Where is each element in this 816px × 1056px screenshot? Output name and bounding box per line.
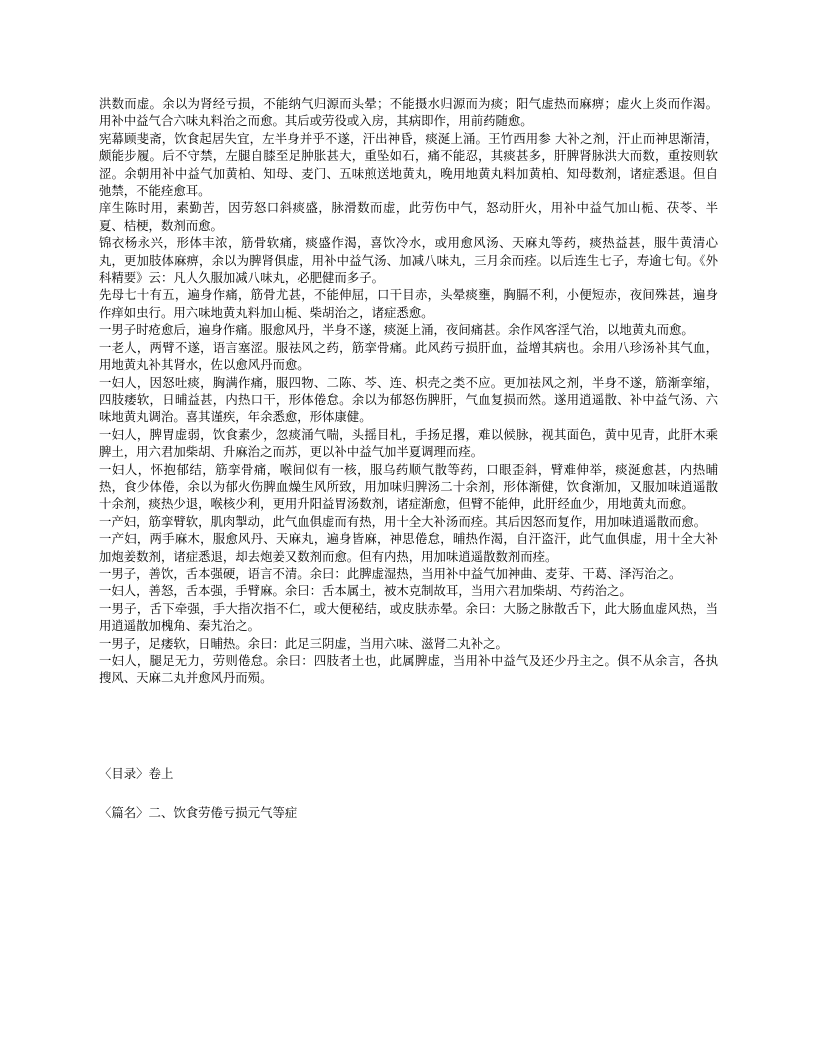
body-paragraph: 一产妇，两手麻木，服愈风丹、天麻丸，遍身皆麻，神思倦怠，晡热作渴，自汗盗汗，此气血俱虚，用十全大补加炮姜数剂，诸症悉退，却去炮姜又数剂而愈。但有内热，用加味逍遥散数剂而痊。 <box>99 531 718 564</box>
text-column <box>99 95 718 822</box>
body-paragraph: 一男子，善饮，舌本强硬，语言不清。余曰：此脾虚湿热，当用补中益气加神曲、麦芽、干葛、泽泻治之。 <box>99 565 682 581</box>
body-paragraph: 一妇人，脾胃虚弱，饮食素少，忽痰涌气喘，头摇目札，手扬足撂，难以候脉，视其面色，黄中见青，此肝木乘脾土，用六君加柴胡、升麻治之而苏，更以补中益气加半夏调理而痊。 <box>99 426 718 460</box>
body-paragraph: 一男子，舌下牵强，手大指次指不仁，或大便秘结，或皮肤赤晕。余曰：大肠之脉散舌下，此大肠血虚风热，当用逍遥散加槐角、秦艽治之。 <box>99 600 718 634</box>
heading-gap <box>99 782 718 804</box>
body-paragraph: 一老人，两臂不遂，语言塞涩。服祛风之药，筋挛骨痛。此风药亏损肝血，益增其病也。余用八珍汤补其气血，用地黄丸补其肾水，佐以愈风丹而愈。 <box>99 339 718 373</box>
body-paragraph: 庠生陈时用，素勤苦，因劳怒口斜痰盛，脉滑数而虚，此劳伤中气，怒动肝火，用补中益气加山栀、茯苓、半夏、桔梗，数剂而愈。 <box>99 200 718 233</box>
catalog-heading: 〈目录〉卷上 <box>99 765 174 781</box>
body-paragraph: 一妇人，善怒，舌本强，手臂麻。余曰：舌本属土，被木克制故耳，当用六君加柴胡、芍药治之。 <box>99 583 632 599</box>
body-paragraph: 宪幕顾斐斋，饮食起居失宜，左半身并乎不遂，汗出神昏，痰涎上涌。王竹西用参 大补之剂，汗止而神思渐清，颇能步履。后不守禁，左腿自膝至足肿胀甚大，重坠如石，痛不能忍，其痰甚多，肝脾肾脉洪大而数，重按则软涩。余朝用补中益气加黄柏、知母、麦门、五味煎送地黄丸，晚用地黄丸料加黄柏、知母数剂，诸症悉退。但自弛禁，不能痊愈耳。 <box>99 130 718 199</box>
section-spacer <box>99 687 718 765</box>
body-paragraph: 一男子时疮愈后，遍身作痛。服愈风丹，半身不遂，痰涎上涌，夜间痛甚。余作风客淫气治，以地黄丸而愈。 <box>99 322 694 338</box>
body-paragraph: 锦衣杨永兴，形体丰浓，筋骨软痛，痰盛作渴，喜饮冷水，或用愈风汤、天麻丸等药，痰热益甚，服牛黄清心丸，更加肢体麻痹，余以为脾肾俱虚，用补中益气汤、加减八味丸，三月余而痊。以后连生七子，寿逾七旬。《外科精要》云：凡人久服加减八味丸，必肥健而多子。 <box>99 235 718 286</box>
body-paragraph: 先母七十有五，遍身作痛，筋骨尤甚，不能伸屈，口干目赤，头晕痰壅，胸膈不利，小便短赤，夜间殊甚，遍身作痒如虫行。用六味地黄丸料加山栀、柴胡治之，诸症悉愈。 <box>99 287 718 320</box>
body-paragraph: 洪数而虚。余以为肾经亏损，不能纳气归源而头晕；不能摄水归源而为痰；阳气虚热而麻痹；虚火上炎而作渴。用补中益气合六味丸料治之而愈。其后或劳役或入房，其病即作，用前药随愈。 <box>99 96 718 129</box>
body-paragraph: 一产妇，筋挛臂软，肌肉掣动，此气血俱虚而有热，用十全大补汤而痊。其后因怒而复作，用加味逍遥散而愈。 <box>99 513 707 529</box>
body-paragraph: 一男子，足痿软，日晡热。余曰：此足三阴虚，当用六味、滋肾二丸补之。 <box>99 635 508 651</box>
body-paragraph: 一妇人，因怒吐痰，胸满作痛，服四物、二陈、芩、连、枳壳之类不应。更加祛风之剂，半身不遂，筋渐挛缩，四肢痿软，日晡益甚，内热口干，形体倦怠。余以为郁怒伤脾肝，气血复损而然。遂用逍遥散、补中益气汤、六味地黄丸调治。喜其谨疾，年余悉愈，形体康健。 <box>99 374 718 425</box>
body-paragraph: 一妇人，怀抱郁结，筋挛骨痛，喉间似有一核，服乌药顺气散等药，口眼歪斜，臂难伸举，痰涎愈甚，内热晡热，食少体倦，余以为郁火伤脾血燥生风所致，用加味归脾汤二十余剂，形体渐健，饮食渐加，又服加味逍遥散十余剂，痰热少退，喉核少利，更用升阳益胃汤数剂，诸症渐愈，但臂不能伸，此肝经血少，用地黄丸而愈。 <box>99 461 718 512</box>
chapter-heading: 〈篇名〉二、饮食劳倦亏损元气等症 <box>99 805 298 821</box>
body-paragraph: 一妇人，腿足无力，劳则倦怠。余曰：四肢者土也，此属脾虚，当用补中益气及还少丹主之。俱不从余言，各执搜风、天麻二丸并愈风丹而殒。 <box>99 653 718 686</box>
